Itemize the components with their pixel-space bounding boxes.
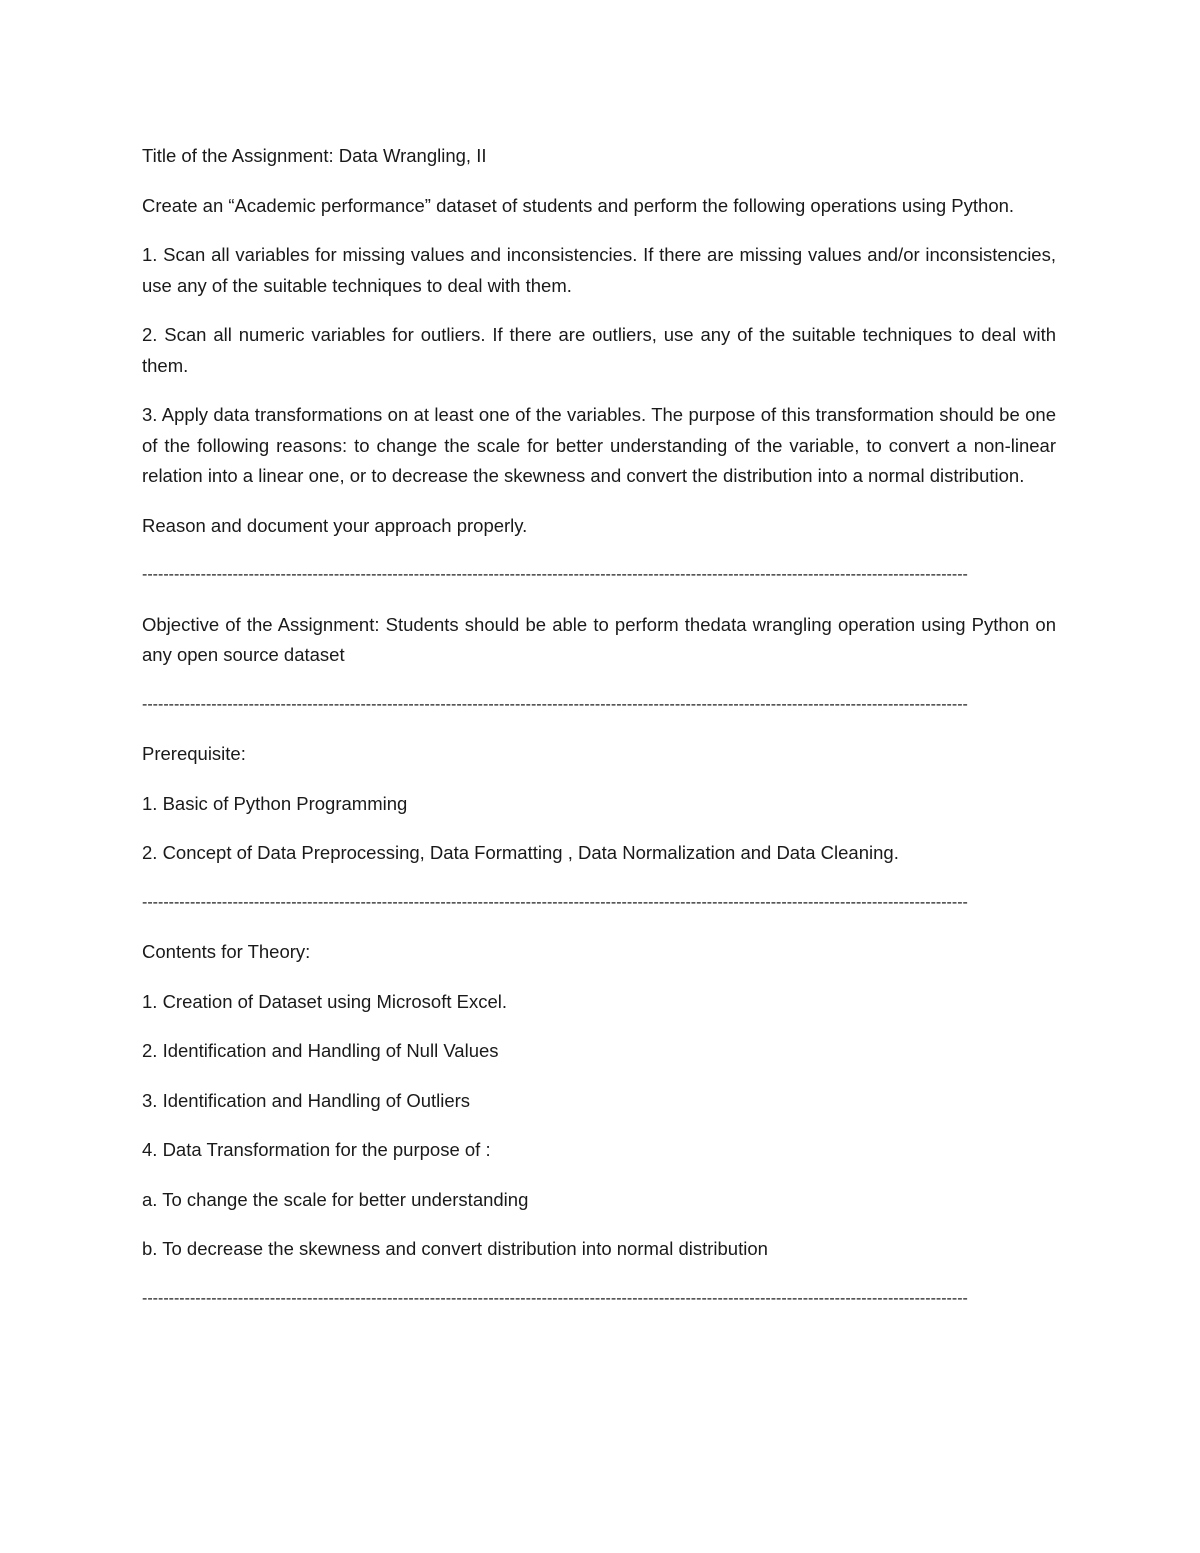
prerequisite-item: 1. Basic of Python Programming <box>142 792 408 814</box>
task-item: 2. Scan all numeric variables for outliers. If there are outliers, use any of the suitable techniques to deal with them. <box>142 324 1056 376</box>
assignment-objective: Objective of the Assignment: Students should be able to perform thedata wrangling operation using Python on any open source dataset <box>142 613 1056 665</box>
assignment-title: Title of the Assignment: Data Wrangling, II <box>142 145 487 166</box>
theory-heading: Contents for Theory: <box>142 941 311 962</box>
theory-item: 1. Creation of Dataset using Microsoft Excel. <box>142 990 508 1012</box>
prerequisite-item: 2. Concept of Data Preprocessing, Data Formatting , Data Normalization and Data Cleaning. <box>142 842 899 863</box>
theory-item: b. To decrease the skewness and convert distribution into normal distribution <box>142 1238 768 1259</box>
theory-item: 2. Identification and Handling of Null Values <box>142 1040 499 1061</box>
reason-note: Reason and document your approach properly. <box>142 514 528 536</box>
theory-item: 4. Data Transformation for the purpose of : <box>142 1139 491 1160</box>
theory-item: a. To change the scale for better understanding <box>142 1188 529 1210</box>
theory-item: 3. Identification and Handling of Outliers <box>142 1089 471 1111</box>
document-body <box>142 141 1056 1333</box>
prerequisite-heading: Prerequisite: <box>142 743 246 764</box>
task-item: 1. Scan all variables for missing values and inconsistencies. If there are missing values and/or inconsistencies, use any of the suitable techniques to deal with them. <box>142 244 1056 296</box>
assignment-intro: Create an “Academic performance” dataset of students and perform the following operations using Python. <box>142 194 1015 216</box>
separator-line: ----------------------------------------------------------------------------------------------------------------------------------------------------------- <box>142 695 968 713</box>
task-item: 3. Apply data transformations on at least one of the variables. The purpose of this transformation should be one of the following reasons: to change the scale for better understanding of the variable, to convert a non-linear relation into a linear one, or to decrease the skewness and convert the distribution into a normal distribution. <box>142 404 1056 486</box>
separator-line: ----------------------------------------------------------------------------------------------------------------------------------------------------------- <box>142 893 968 911</box>
separator-line: ----------------------------------------------------------------------------------------------------------------------------------------------------------- <box>142 566 968 583</box>
separator-line: ----------------------------------------------------------------------------------------------------------------------------------------------------------- <box>142 1289 968 1307</box>
